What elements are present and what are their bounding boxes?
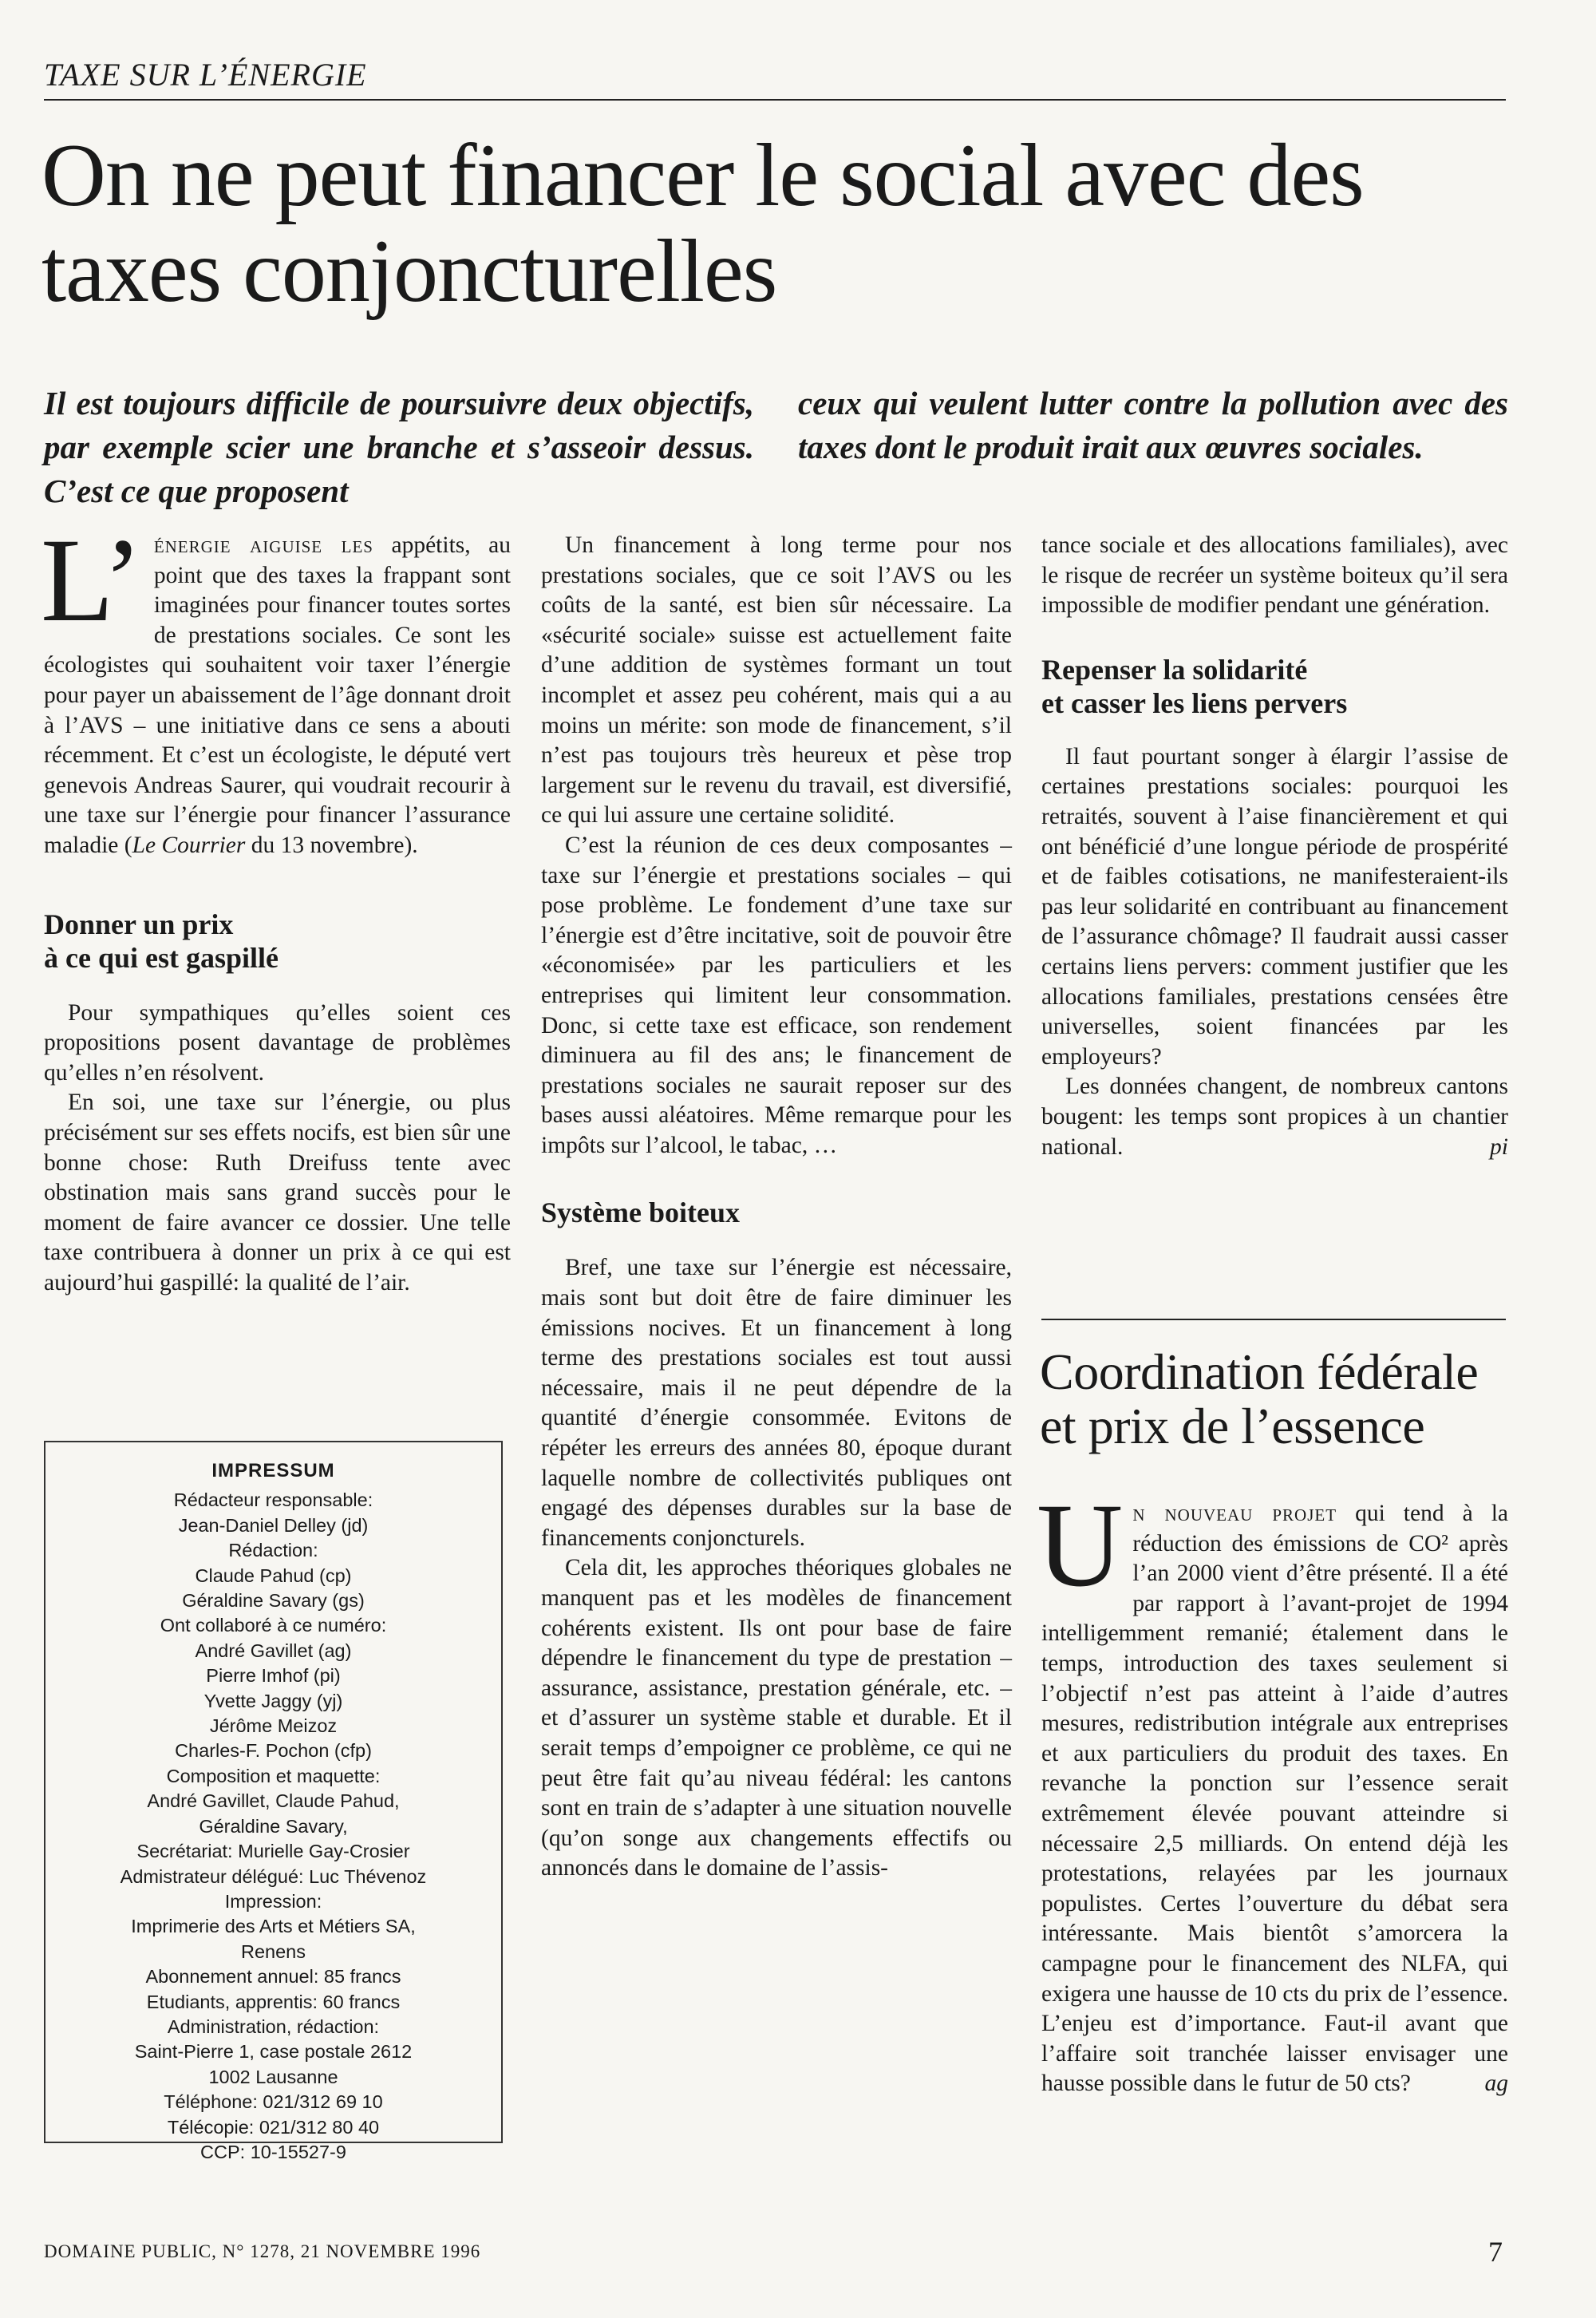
col2-paragraph-2: C’est la réunion de ces deux composantes – taxe sur l’énergie et prestations sociales – qui pose problème. Le fondement d’une taxe sur l’énergie est d’être incitative, soit de pouvoir être «économisée» par les particuliers et les entreprises qui limitent leur consommation. Donc, si cette taxe est efficace, son rendement diminuera au fil des ans; le financement de prestations sociales ne saurait reposer sur des bases aussi aléatoires. Même remarque pour les impôts sur l’alcool, le tabac, …	[541, 832, 1012, 1158]
col2-paragraph-4: Cela dit, les approches théoriques globales ne manquent pas et les modèles de financement cohérents existent. Ils ont pour base de faire dépendre le financement du type de prestation – assurance, assistance, prestation générale, etc. – et d’assurer un système stable et durable. Et il serait temps d’empoigner ce problème, ce qui ne peut être fait qu’au niveau fédéral: les cantons sont en train de s’adapter à une situation nouvelle (qu’on songe aux changements effectifs ou annoncés dans le domaine de l’assis-	[541, 1555, 1012, 1881]
lead-left: Il est toujours difficile de poursuivre deux objectifs, par exemple scier une branche et s’asseoir dessus. C’est ce que proposent	[44, 385, 754, 509]
col3-paragraph-2: Il faut pourtant songer à élargir l’assise de certaines prestations sociales: pourquoi les retraités, souvent à l’aise financièrement et qui ont bénéficié d’une longue période de prospérité et de faibles cotisations, ne manifesteraient-ils pas leur solidarité en contribuant au financement de l’assurance chômage? Il faudrait aussi casser certains liens pervers: comment justifier que les allocations familiales, prestations censées être universelles, soient financées par les employeurs?	[1041, 743, 1508, 1070]
lead-right: ceux qui veulent lutter contre la pollution avec des taxes dont le produit irait aux œuvres sociales.	[798, 385, 1508, 465]
source-citation: Le Courrier	[132, 832, 246, 858]
small-caps-opening: énergie aiguise les	[153, 532, 373, 558]
col1-paragraph-2: Pour sympathiques qu’elles soient ces propositions posent davantage de problèmes qu’elles n’en résolvent.	[44, 999, 511, 1086]
author-signature: ag	[1484, 2071, 1508, 2097]
footer-issue-info: DOMAINE PUBLIC, N° 1278, 21 NOVEMBRE 1996	[44, 2241, 481, 2261]
article-divider	[1041, 1319, 1506, 1320]
col3-paragraph-3: Les données changent, de nombreux cantons bougent: les temps sont propices à un chantier national. pi	[1041, 1072, 1508, 1162]
col2-paragraph-1: Un financement à long terme pour nos prestations sociales, que ce soit l’AVS ou les coûts de la santé, est bien sûr nécessaire. La «sécurité sociale» suisse est actuellement faite d’une addition de systèmes formant un tout incomplet et assez peu cohérent, mais qui a au moins un mérite: son mode de financement, s’il n’est pas toujours très heureux et pèse trop largement sur le revenu du travail, est diversifié, ce qui lui assure une certaine solidité.	[541, 532, 1012, 829]
small-caps-opening: n nouveau projet	[1132, 1501, 1337, 1526]
dropcap: U	[1037, 1479, 1124, 1612]
top-rule	[44, 99, 1506, 101]
col3-paragraph-1: tance sociale et des allocations familiales), avec le risque de recréer un système boiteux qu’il sera impossible de modifier pendant une génération.	[1041, 532, 1508, 619]
impressum-title: IMPRESSUM	[211, 1460, 335, 1481]
subheading-repenser-la-solidarite: Repenser la solidarité et casser les liens pervers	[1041, 653, 1348, 719]
author-signature: pi	[1490, 1133, 1508, 1160]
col1-paragraph-1: L’ énergie aiguise les appétits, au point que des taxes la frappant sont imaginées pour financer toutes sortes de prestations sociales. Ce sont les écologistes qui souhaitent voir taxer l’énergie pour payer un abaissement de l’âge donnant droit à l’AVS – une initiative dans ce sens a abouti récemment. Et c’est un écologiste, le député vert genevois Andreas Saurer, qui voudrait recourir à une taxe sur l’énergie pour financer l’assurance maladie (Le Courrier du 13 novembre).	[41, 514, 511, 858]
subheading-systeme-boiteux: Système boiteux	[541, 1197, 740, 1229]
dropcap: L’	[41, 514, 143, 647]
section-rubric: TAXE SUR L’ÉNERGIE	[44, 57, 367, 93]
impressum-box: IMPRESSUM Rédacteur responsable: Jean-Daniel Delley (jd) Rédaction: Claude Pahud (cp) Géraldine Savary (gs) Ont collaboré à ce numéro: André Gavillet (ag) Pierre Imhof (pi) Yvette Jaggy (yj) Jérôme Meizoz Charles-F. Pochon (cfp) Composition et maquette: André Gavillet, Claude Pahud, Géraldine Savary, Secrétariat: Murielle Gay-Crosier Admistrateur délégué: Luc Thévenoz Impression: Imprimerie des Arts et Métiers SA, Renens Abonnement annuel: 85 francs Etudiants, apprentis: 60 francs Administration, rédaction: Saint-Pierre 1, case postale 2612 1002 Lausanne Téléphone: 021/312 69 10 Télécopie: 021/312 80 40 CCP: 10-15527-9	[44, 1441, 503, 2143]
column-3	[1041, 531, 1508, 1162]
col1-paragraph-3: En soi, une taxe sur l’énergie, ou plus précisément sur ses effets nocifs, est bien sûr une bonne chose: Ruth Dreifuss tente avec obstination mais sans grand succès pour le moment de faire avancer ce dossier. Une telle taxe contribuera à donner un prix à ce qui est aujourd’hui gaspillé: la qualité de l’air.	[44, 1090, 511, 1295]
article2-title: Coordination fédérale et prix de l’essence	[1040, 1343, 1479, 1454]
article2-body: Un nouveau projet qui tend à la réduction des émissions de CO² après l’an 2000 vient d’être présenté. Il a été par rapport à l’avant-projet de 1994 intelligemment remanié; étalement dans le temps, introduction des taxes seulement si l’objectif n’est pas atteint à l’aide d’autres mesures, redistribution intégrale aux entreprises et aux particuliers du produit des taxes. En revanche la ponction sur l’essence serait extrêmement élevée pouvant atteindre si nécessaire 2,5 milliards. On entend déjà les protestations, relayées par les journaux populistes. Certes l’ouverture du débat sera intéressante. Mais bientôt s’amorcera la campagne pour le financement des NLFA, qui exigera une hausse de 10 cts du prix de l’essence. L’enjeu est d’importance. Faut-il avant que l’affaire soit tranchée laisser envisager une hausse possible dans le futur de 50 cts? ag	[1041, 1499, 1508, 2099]
page-title: On ne peut financer le social avec des taxes conjoncturelles	[41, 126, 1364, 321]
page-number: 7	[1488, 2236, 1503, 2268]
column-2	[541, 531, 1012, 1884]
col2-paragraph-3: Bref, une taxe sur l’énergie est nécessaire, mais sont but doit être de faire diminuer les émissions nocives. Et un financement à long terme des prestations sociales est tout aussi nécessaire, mais il ne peut dépendre de la quantité d’énergie consommée. Evitons de répéter les erreurs des années 80, époque durant laquelle nombre de collectivités publiques ont engagé des dépenses durables sur la base de financements conjoncturels.	[541, 1255, 1012, 1551]
subheading-donner-un-prix: Donner un prix à ce qui est gaspillé	[44, 908, 279, 974]
column-1	[41, 514, 511, 1298]
